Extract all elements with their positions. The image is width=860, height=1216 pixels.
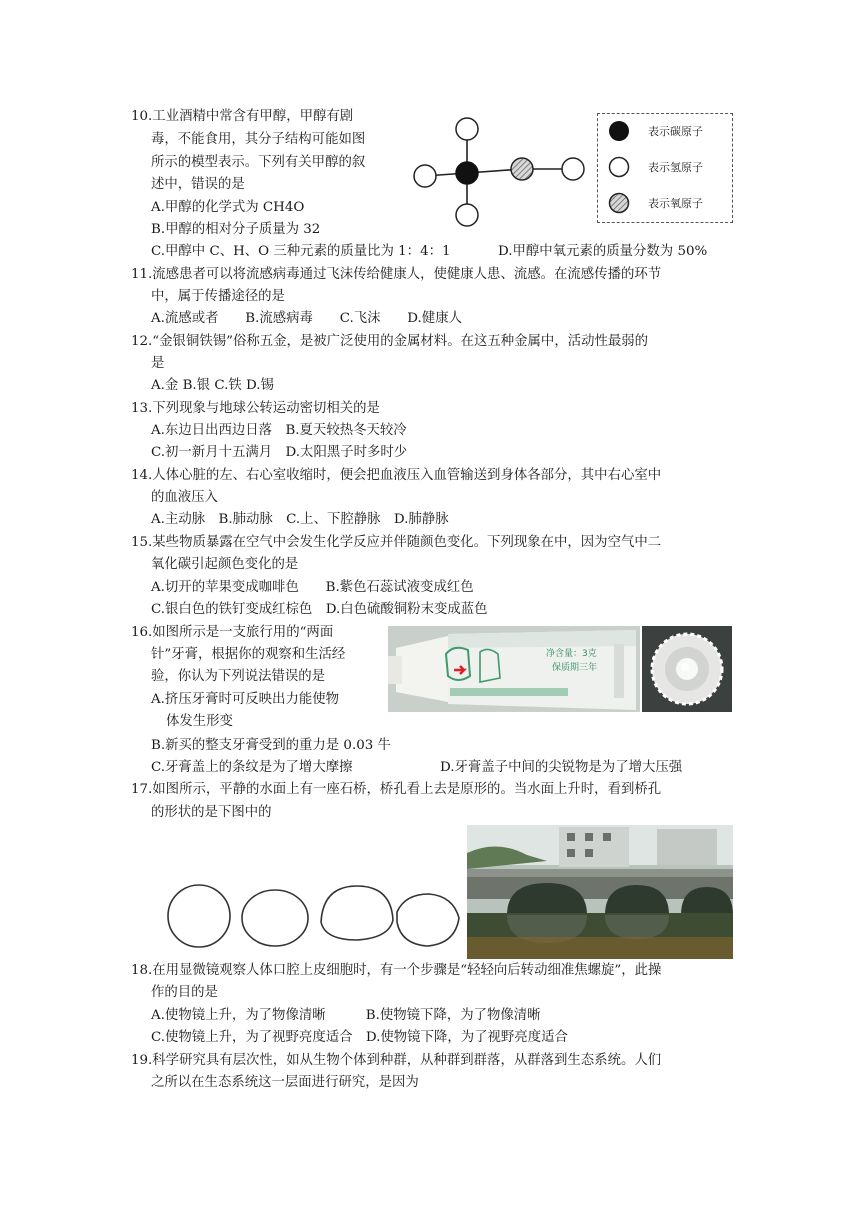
tube-net-content-text: 净含量：3克 xyxy=(546,649,597,659)
q10-stem-line4: 述中，错误的是 xyxy=(151,177,245,192)
shape-option-circle xyxy=(168,885,230,947)
q10-option-c: C.甲醇中 C、H、O 三种元素的质量比为 1：4：1 xyxy=(151,244,451,259)
q15-stem-line1: 15.某些物质暴露在空气中会发生化学反应并伴随颜色变化。下列现象在中，因为空气中二 xyxy=(131,535,662,550)
q16-stem-line1: 16.如图所示是一支旅行用的“两面 xyxy=(131,625,334,640)
toothpaste-tube-photo xyxy=(388,626,640,712)
legend-hydrogen-label: 表示氢原子 xyxy=(648,161,703,174)
q15-stem-line2: 氧化碳引起颜色变化的是 xyxy=(151,557,299,572)
q13-stem: 13.下列现象与地球公转运动密切相关的是 xyxy=(131,401,380,416)
q16-option-d: D.牙膏盖子中间的尖锐物是为了增大压强 xyxy=(440,760,683,775)
hydrogen-atom xyxy=(456,118,478,140)
q15-options-ab: A.切开的苹果变成咖啡色 B.紫色石蕊试液变成红色 xyxy=(151,580,474,595)
q16-option-a-line2: 体发生形变 xyxy=(166,714,233,729)
q13-options-ab: A.东边日出西边日落 B.夏天较热冬天较冷 xyxy=(151,423,407,438)
legend-carbon-label: 表示碳原子 xyxy=(648,125,703,138)
hydrogen-atom xyxy=(562,158,584,180)
q10-option-d: D.甲醇中氧元素的质量分数为 50% xyxy=(498,244,708,259)
legend-oxygen-label: 表示氧原子 xyxy=(648,197,703,210)
q16-stem-line3: 验，你认为下列说法错误的是 xyxy=(151,669,326,684)
q18-options-cd: C.使物镜上升，为了视野亮度适合 D.使物镜下降，为了视野亮度适合 xyxy=(151,1030,568,1045)
q12-stem-line2: 是 xyxy=(151,356,165,371)
q10-option-b: B.甲醇的相对分子质量为 32 xyxy=(151,222,321,237)
q15-options-cd: C.银白色的铁钉变成红棕色 D.白色硫酸铜粉末变成蓝色 xyxy=(151,602,488,617)
molecule-legend xyxy=(597,113,733,223)
q11-stem-line2: 中，属于传播途径的是 xyxy=(151,289,285,304)
q17-stem-line2: 的形状的是下图中的 xyxy=(151,805,272,820)
q18-options-ab: A.使物镜上升，为了物像清晰 B.使物镜下降，为了物像清晰 xyxy=(151,1008,541,1023)
q11-stem-line1: 11.流感患者可以将流感病毒通过飞沫传给健康人，使健康人患、流感。在流感传播的环节 xyxy=(131,267,662,282)
q18-stem-line2: 作的目的是 xyxy=(151,985,218,1000)
oxygen-atom-icon xyxy=(608,192,630,214)
q10-option-a: A.甲醇的化学式为 CH4O xyxy=(151,200,305,215)
q10-stem-line2: 毒，不能食用，其分子结构可能如图 xyxy=(151,132,366,147)
q14-stem-line1: 14.人体心脏的左、右心室收缩时，便会把血液压入血管输送到身体各部分，其中右心室中 xyxy=(131,468,662,483)
shape-option-flat-top xyxy=(397,894,459,946)
q13-options-cd: C.初一新月十五满月 D.太阳黑子时多时少 xyxy=(151,445,408,460)
q17-stem-line1: 17.如图所示，平静的水面上有一座石桥，桥孔看上去是原形的。当水面上升时，看到桥孔 xyxy=(131,782,662,797)
q19-stem-line1: 19.科学研究具有层次性，如从生物个体到种群，从种群到群落，从群落到生态系统。人们 xyxy=(131,1053,662,1068)
q10-stem-line3: 所示的模型表示。下列有关甲醇的叙 xyxy=(151,155,366,170)
q14-options: A.主动脉 B.肺动脉 C.上、下腔静脉 D.肺静脉 xyxy=(151,512,449,527)
carbon-atom-icon xyxy=(608,120,630,142)
hydrogen-atom xyxy=(456,204,478,226)
oxygen-atom xyxy=(511,158,533,180)
shape-option-flat-bottom xyxy=(321,886,393,940)
q14-stem-line2: 的血液压入 xyxy=(151,490,218,505)
shape-option-wide-ellipse xyxy=(242,890,308,946)
q16-option-c: C.牙膏盖上的条纹是为了增大摩擦 xyxy=(151,760,353,775)
q19-stem-line2: 之所以在生态系统这一层面进行研究，是因为 xyxy=(151,1075,419,1090)
hydrogen-atom-icon xyxy=(608,156,630,178)
q11-options: A.流感或者 B.流感病毒 C.飞沫 D.健康人 xyxy=(151,311,462,326)
hydrogen-atom xyxy=(414,165,436,187)
q16-stem-line2: 针”牙膏，根据你的观察和生活经 xyxy=(151,647,346,662)
q16-option-b: B.新买的整支牙膏受到的重力是 0.03 牛 xyxy=(151,738,391,753)
q12-options: A.金 B.银 C.铁 D.锡 xyxy=(151,378,274,393)
methanol-molecule-diagram xyxy=(405,112,595,232)
q16-option-a-line1: A.挤压牙膏时可反映出力能使物 xyxy=(151,692,340,707)
q18-stem-line1: 18.在用显微镜观察人体口腔上皮细胞时，有一个步骤是“轻轻向后转动细准焦螺旋”，此操 xyxy=(131,963,662,978)
q12-stem-line1: 12.“金银铜铁锡”俗称五金，是被广泛使用的金属材料。在这五种金属中，活动性最弱的 xyxy=(131,334,649,349)
carbon-atom xyxy=(456,162,478,184)
q10-stem-line1: 10.工业酒精中常含有甲醇，甲醇有剧 xyxy=(131,109,354,124)
stone-bridge-photo xyxy=(467,825,733,959)
tube-shelf-life-text: 保质期三年 xyxy=(552,663,598,673)
toothpaste-cap-photo xyxy=(642,626,732,712)
bridge-hole-shape-options xyxy=(163,880,463,952)
